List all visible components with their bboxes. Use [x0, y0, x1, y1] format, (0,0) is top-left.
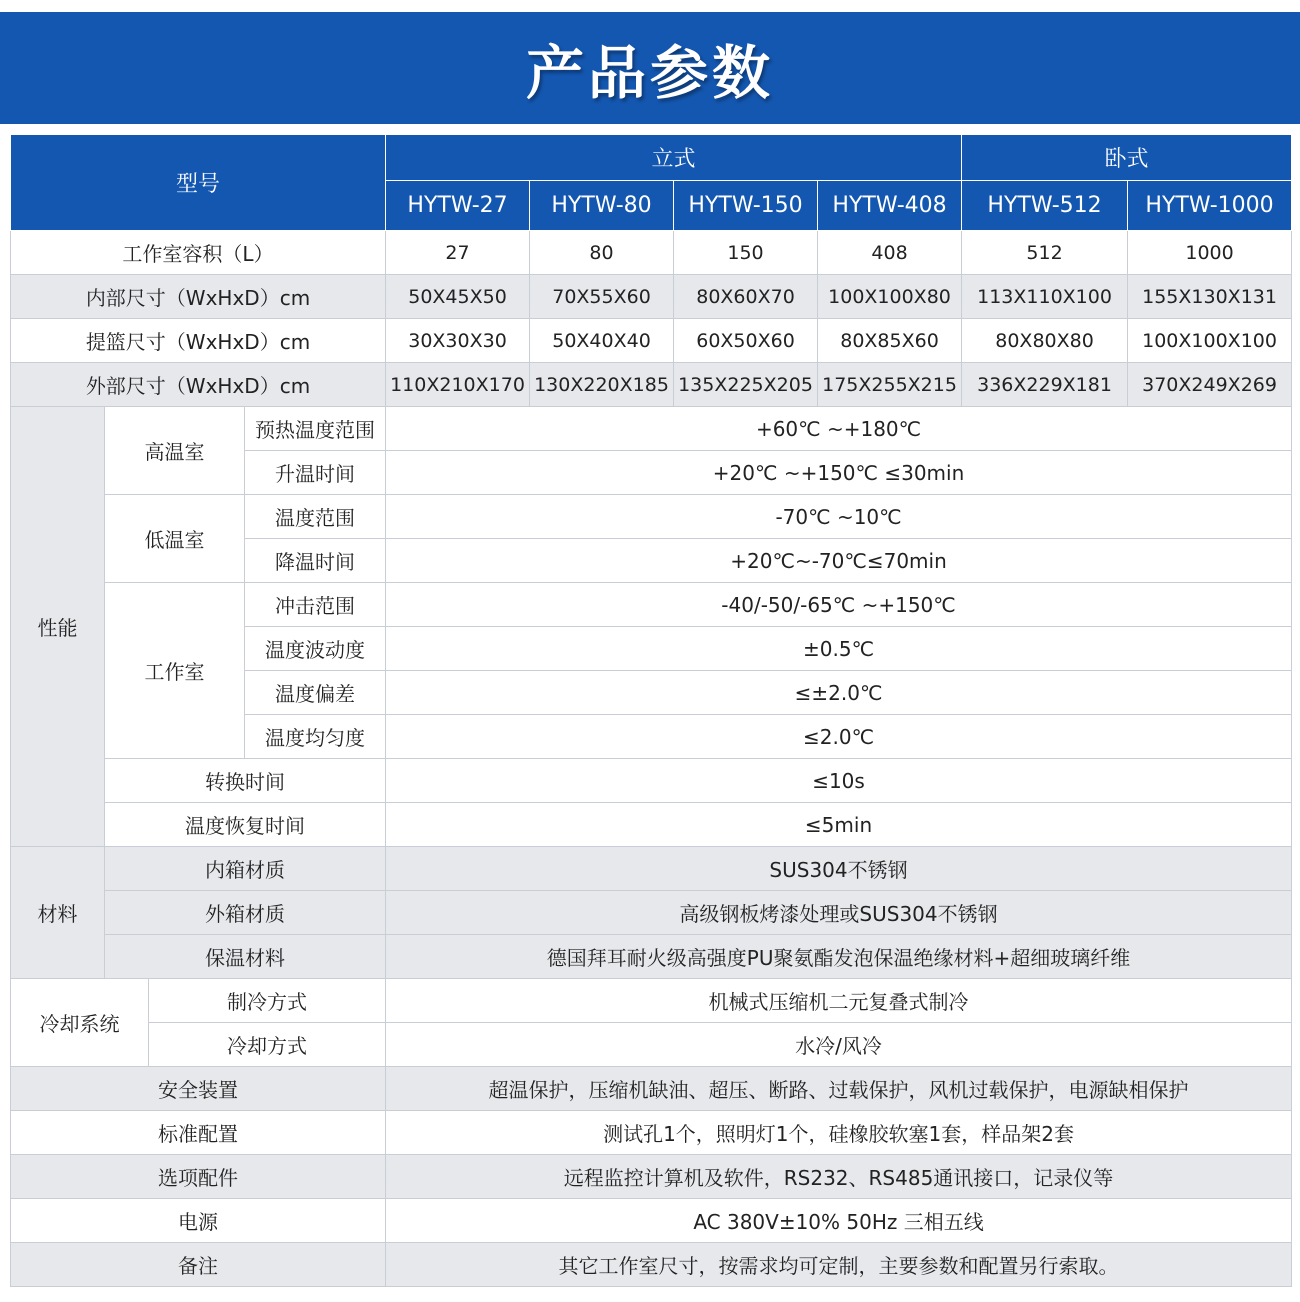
row-label: 提篮尺寸（WxHxD）cm	[11, 319, 386, 363]
model-label: 型号	[11, 135, 386, 231]
row-value: ≤2.0℃	[386, 715, 1292, 759]
row-value: 60X50X60	[674, 319, 818, 363]
row-label: 冷却方式	[149, 1023, 386, 1067]
row-label: 温度范围	[245, 495, 386, 539]
model-name: HYTW-80	[530, 181, 674, 231]
table-row	[11, 1111, 1292, 1155]
row-label: 内箱材质	[105, 847, 386, 891]
row-label: 外箱材质	[105, 891, 386, 935]
row-value: +60℃ ~+180℃	[386, 407, 1292, 451]
row-label: 工作室容积（L）	[11, 231, 386, 275]
row-label: 预热温度范围	[245, 407, 386, 451]
row-label: 外部尺寸（WxHxD）cm	[11, 363, 386, 407]
test-chamber-label: 工作室	[105, 583, 245, 759]
table-row	[11, 759, 1292, 803]
row-value: 80X80X80	[962, 319, 1128, 363]
row-value: +20℃ ~+150℃ ≤30min	[386, 451, 1292, 495]
row-value: 155X130X131	[1128, 275, 1292, 319]
materials-label: 材料	[11, 847, 105, 979]
row-label: 备注	[11, 1243, 386, 1287]
header-row-groups	[11, 135, 1292, 181]
model-name: HYTW-408	[818, 181, 962, 231]
row-value: 150	[674, 231, 818, 275]
table-row	[11, 583, 1292, 627]
row-value: 50X40X40	[530, 319, 674, 363]
row-value: 100X100X80	[818, 275, 962, 319]
row-value: ≤±2.0℃	[386, 671, 1292, 715]
row-value: 70X55X60	[530, 275, 674, 319]
row-value: 336X229X181	[962, 363, 1128, 407]
row-value: ≤5min	[386, 803, 1292, 847]
table-row	[11, 891, 1292, 935]
row-value: 130X220X185	[530, 363, 674, 407]
row-label: 升温时间	[245, 451, 386, 495]
row-value: SUS304不锈钢	[386, 847, 1292, 891]
row-value: 80X60X70	[674, 275, 818, 319]
model-name: HYTW-512	[962, 181, 1128, 231]
model-name: HYTW-1000	[1128, 181, 1292, 231]
page-title: 产品参数	[525, 39, 774, 107]
low-temp-label: 低温室	[105, 495, 245, 583]
row-value: 408	[818, 231, 962, 275]
model-name: HYTW-150	[674, 181, 818, 231]
row-value: ±0.5℃	[386, 627, 1292, 671]
title-banner	[0, 12, 1300, 124]
table-row	[11, 847, 1292, 891]
table-row	[11, 1155, 1292, 1199]
row-value: 110X210X170	[386, 363, 530, 407]
table-row	[11, 495, 1292, 539]
row-value: 135X225X205	[674, 363, 818, 407]
table-row	[11, 231, 1292, 275]
row-value: 175X255X215	[818, 363, 962, 407]
spec-table	[10, 134, 1292, 1287]
table-row	[11, 1199, 1292, 1243]
row-value: 测试孔1个，照明灯1个，硅橡胶软塞1套，样品架2套	[386, 1111, 1292, 1155]
row-value: 30X30X30	[386, 319, 530, 363]
row-label: 降温时间	[245, 539, 386, 583]
row-label: 选项配件	[11, 1155, 386, 1199]
row-value: 512	[962, 231, 1128, 275]
row-value: 80	[530, 231, 674, 275]
row-label: 保温材料	[105, 935, 386, 979]
row-label: 标准配置	[11, 1111, 386, 1155]
row-value: 27	[386, 231, 530, 275]
table-row	[11, 979, 1292, 1023]
group-horizontal: 卧式	[962, 135, 1292, 181]
row-value: AC 380V±10% 50Hz 三相五线	[386, 1199, 1292, 1243]
table-row	[11, 319, 1292, 363]
row-label: 内部尺寸（WxHxD）cm	[11, 275, 386, 319]
row-value: 50X45X50	[386, 275, 530, 319]
row-value: 德国拜耳耐火级高强度PU聚氨酯发泡保温绝缘材料+超细玻璃纤维	[386, 935, 1292, 979]
row-label: 安全装置	[11, 1067, 386, 1111]
table-row	[11, 1243, 1292, 1287]
row-label: 温度偏差	[245, 671, 386, 715]
cooling-system-label: 冷却系统	[11, 979, 149, 1067]
row-label: 转换时间	[105, 759, 386, 803]
row-label: 温度恢复时间	[105, 803, 386, 847]
row-label: 冲击范围	[245, 583, 386, 627]
high-temp-label: 高温室	[105, 407, 245, 495]
row-value: 1000	[1128, 231, 1292, 275]
row-value: 超温保护，压缩机缺油、超压、断路、过载保护，风机过载保护，电源缺相保护	[386, 1067, 1292, 1111]
row-value: 其它工作室尺寸，按需求均可定制，主要参数和配置另行索取。	[386, 1243, 1292, 1287]
table-row	[11, 1023, 1292, 1067]
row-value: 远程监控计算机及软件，RS232、RS485通讯接口，记录仪等	[386, 1155, 1292, 1199]
row-value: +20℃~-70℃≤70min	[386, 539, 1292, 583]
model-name: HYTW-27	[386, 181, 530, 231]
row-value: 高级钢板烤漆处理或SUS304不锈钢	[386, 891, 1292, 935]
row-value: 机械式压缩机二元复叠式制冷	[386, 979, 1292, 1023]
row-value: 水冷/风冷	[386, 1023, 1292, 1067]
table-row	[11, 1067, 1292, 1111]
row-value: -70℃ ~10℃	[386, 495, 1292, 539]
table-row	[11, 363, 1292, 407]
row-value: 113X110X100	[962, 275, 1128, 319]
row-label: 电源	[11, 1199, 386, 1243]
row-label: 制冷方式	[149, 979, 386, 1023]
table-row	[11, 275, 1292, 319]
row-value: 370X249X269	[1128, 363, 1292, 407]
row-value: 80X85X60	[818, 319, 962, 363]
table-row	[11, 935, 1292, 979]
table-row	[11, 407, 1292, 451]
row-label: 温度波动度	[245, 627, 386, 671]
row-value: ≤10s	[386, 759, 1292, 803]
table-row	[11, 803, 1292, 847]
group-vertical: 立式	[386, 135, 962, 181]
row-label: 温度均匀度	[245, 715, 386, 759]
row-value: -40/-50/-65℃ ~+150℃	[386, 583, 1292, 627]
performance-label: 性能	[11, 407, 105, 847]
row-value: 100X100X100	[1128, 319, 1292, 363]
